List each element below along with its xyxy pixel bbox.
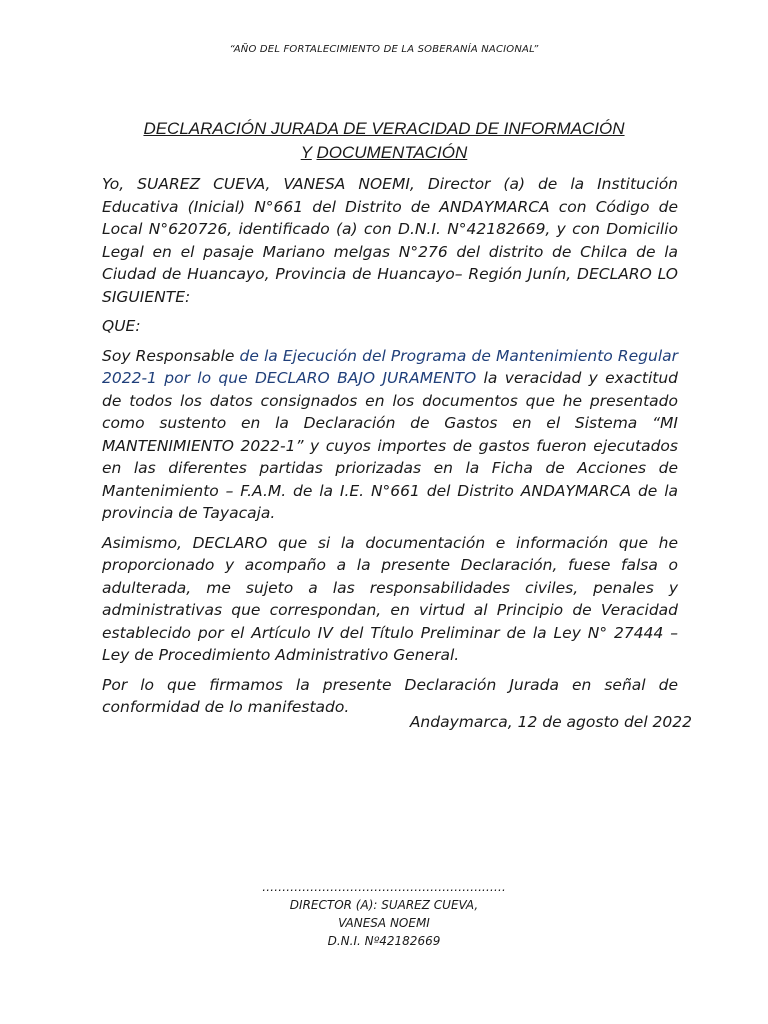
signature-dots: ……………………………………………….…… <box>262 880 506 894</box>
signature-dni: D.N.I. Nº42182669 <box>327 934 441 948</box>
responsibility-text-1: Soy Responsable <box>102 346 240 365</box>
document-body <box>102 173 678 726</box>
responsibility-paragraph <box>102 345 678 525</box>
signature-name-line-1: DIRECTOR (A): SUAREZ CUEVA, <box>289 898 479 912</box>
title-line-2: DOCUMENTACIÓN <box>316 143 468 162</box>
title-line-1: DECLARACIÓN JURADA DE VERACIDAD DE INFORMACIÓN <box>143 119 625 138</box>
header-motto: “AÑO DEL FORTALECIMIENTO DE LA SOBERANÍA NACIONAL” <box>229 44 539 55</box>
signature-name-line-2: VANESA NOEMI <box>338 916 430 930</box>
responsibility-highlight: de la Ejecución del Programa de Mantenimiento Regular 2022-1 por lo que DECLARO BAJO JURAMENTO <box>102 346 679 387</box>
document-title <box>0 117 768 165</box>
date-line: Andaymarca, 12 de agosto del 2022 <box>409 713 692 731</box>
responsibility-text-2: la veracidad y exactitud de todos los datos consignados en los documentos que he presentado como sustento en la Declaración de Gastos en el Sistema “MI MANTENIMIENTO 2022-1” y cuyos importes de gastos fueron ejecutados en las diferentes partidas priorizadas en la Ficha de Acciones de Mantenimiento – F.A.M. de la I.E. N°661 del Distrito ANDAYMARCA de la provincia de Tayacaja. <box>102 369 679 522</box>
declarant-paragraph: Yo, SUAREZ CUEVA, VANESA NOEMI, Director (a) de la Institución Educativa (Inicial) N°661 del Distrito de ANDAYMARCA con Código de Local N°620726, identificado (a) con D.N.I. N°42182669, y con Domicilio Legal en el pasaje Mariano melgas N°276 del distrito de Chilca de la Ciudad de Huancayo, Provincia de Huancayo– Región Junín, DECLARO LO SIGUIENTE: <box>102 175 678 306</box>
closing-paragraph: Por lo que firmamos la presente Declaración Jurada en señal de conformidad de lo manifestado. <box>102 675 678 716</box>
title-line-2-y: Y <box>300 143 312 162</box>
liability-paragraph: Asimismo, DECLARO que si la documentación e información que he proporcionado y acompaño a la presente Declaración, fuese falsa o adulterada, me sujeto a las responsabilidades civiles, penales y administrativas que correspondan, en virtud al Principio de Veracidad establecido por el Artículo IV del Título Preliminar de la Ley N° 27444 – Ley de Procedimiento Administrativo General. <box>102 533 678 664</box>
signature-block <box>0 878 768 950</box>
que-label: QUE: <box>102 317 141 335</box>
